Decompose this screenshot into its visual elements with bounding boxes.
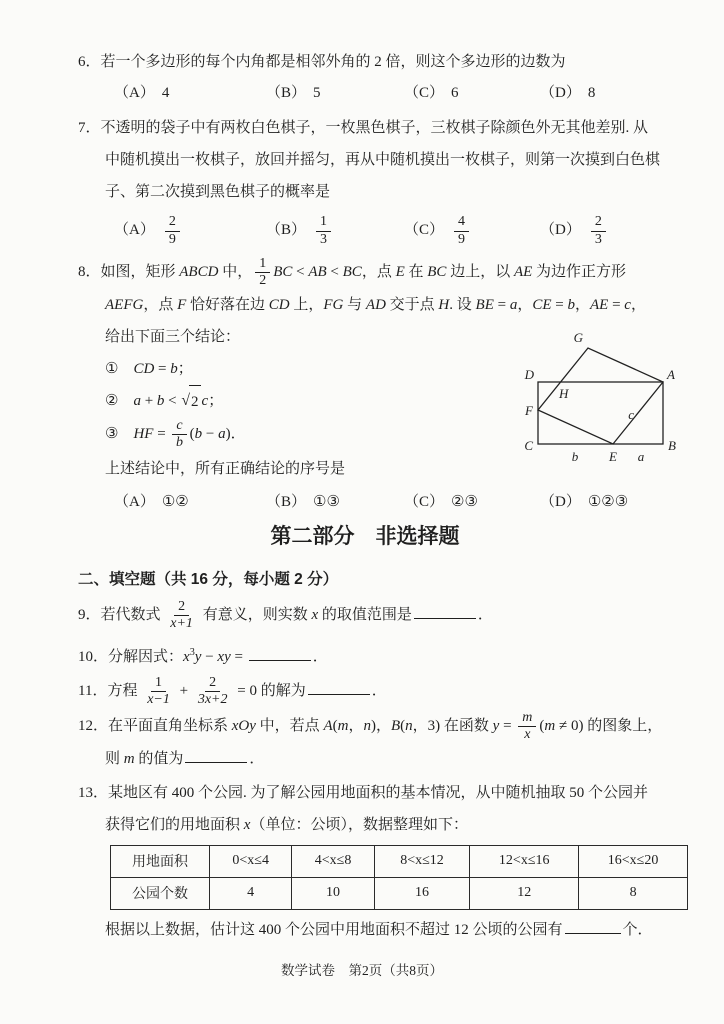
question-11 (78, 675, 690, 708)
question-7-text-line2: 中随机摸出一枚棋子，放回并摇匀，再从中随机摸出一枚棋子，则第一次摸到白色棋 (105, 152, 661, 168)
table-header-row (111, 845, 688, 877)
question-6-option-c: （C） 6 (404, 85, 459, 101)
figure-label-a-vertex: A (667, 367, 675, 382)
table-header-cell: 4<x≤8 (292, 845, 374, 877)
figure-label-f: F (525, 403, 533, 418)
question-6 (78, 46, 690, 108)
question-8-text-line2: AEFG，点 F 恰好落在边 CD 上，FG 与 AD 交于点 H. 设 BE = a，CE = b，AE = c， (105, 297, 646, 314)
figure-label-h: H (559, 386, 569, 401)
question-10 (78, 637, 690, 673)
question-10-text: 10．分解因式：$x^3y$ − xy = ． (78, 646, 328, 665)
table-header-cell: 12<x≤16 (470, 845, 579, 877)
question-8-option-d: （D） ①②③ (540, 494, 629, 511)
question-8-options (78, 487, 690, 517)
question-9-text: 9．若代数式 $\frac{2}{x+1}$ 有意义，则实数 x 的取值范围是 ． (78, 599, 493, 632)
question-8-conclusion-1: ① CD = b； (105, 361, 193, 378)
question-9 (78, 599, 690, 632)
figure-label-d: D (524, 367, 534, 382)
question-8-conclusion-2: ② a + b < √ 2 c； (78, 385, 690, 418)
table-header-cell: 8<x≤12 (374, 845, 470, 877)
question-7-options (78, 208, 690, 254)
table-data-cell: 公园个数 (111, 877, 210, 909)
figure-label-c-vertex: C (524, 438, 533, 453)
table-header-cell: 16<x≤20 (579, 845, 688, 877)
question-12 (78, 710, 690, 775)
question-11-text: 11．方程 $\frac{1}{x-1}$ + $\frac{2}{3x+2}$ = 0 的解为 ． (78, 674, 387, 707)
figure-label-g: G (573, 330, 583, 345)
question-7 (78, 112, 690, 254)
question-8-option-b: （B） ①③ (266, 494, 340, 511)
question-8-option-c: （C） ②③ (404, 494, 478, 511)
figure-label-a-side: a (637, 449, 645, 464)
question-7-option-a: （A） $\frac{2}{9}$ (114, 214, 266, 247)
question-12-text-line2: 则 m 的值为 ． (78, 743, 690, 775)
question-8-text-line3: 给出下面三个结论： (105, 329, 241, 346)
table-data-cell: 12 (470, 877, 579, 909)
fill-in-section-heading: 二、填空题（共 16 分，每小题 2 分） (78, 571, 339, 589)
table-header-cell: 用地面积 (111, 845, 210, 877)
rectangle-abcd (538, 382, 663, 444)
figure-label-b-vertex: B (668, 438, 676, 453)
question-13-text-line3: 根据以上数据，估计这 400 个公园中用地面积不超过 12 公顷的公园有 个． (78, 914, 690, 946)
question-8-geometry-figure (503, 322, 693, 470)
table-data-cell: 8 (579, 877, 688, 909)
question-6-text: 6．若一个多边形的每个内角都是相邻外角的 2 倍，则这个多边形的边数为 (78, 54, 566, 70)
figure-label-b-side: b (571, 449, 579, 464)
question-8-option-a: （A） ①② (114, 494, 189, 511)
question-6-option-b: （B） 5 (266, 85, 321, 101)
question-8-conclusion-3: ③ HF = $\frac{c}{b}$ (b − a)． (105, 418, 246, 451)
question-7-text-line1: 7．不透明的袋子中有两枚白色棋子，一枚黑色棋子，三枚棋子除颜色外无其他差别. 从 (78, 120, 649, 136)
question-6-option-a: （A） 4 (114, 85, 170, 101)
table-header-cell: 0<x≤4 (210, 845, 292, 877)
table-data-row (111, 877, 688, 909)
question-6-options (78, 78, 690, 108)
question-7-option-b: （B） $\frac{1}{3}$ (266, 214, 404, 247)
page-footer: 数学试卷 第2页（共8页） (281, 962, 443, 978)
question-7-option-c: （C） $\frac{4}{9}$ (404, 214, 540, 247)
question-13 (78, 777, 690, 946)
question-7-option-d: （D） $\frac{2}{3}$ (540, 214, 690, 247)
figure-label-c-side: c (628, 407, 634, 422)
square-aefg (538, 348, 663, 444)
figure-label-e: E (609, 449, 617, 464)
question-8-conclusion-prompt: 上述结论中，所有正确结论的序号是 (105, 461, 346, 478)
section-2-heading: 第二部分 非选择题 (270, 525, 460, 549)
question-6-option-d: （D） 8 (540, 85, 596, 101)
question-7-text-line3: 子、第二次摸到黑色棋子的概率是 (105, 184, 331, 200)
table-data-cell: 10 (292, 877, 374, 909)
question-12-text-line1: 12．在平面直角坐标系 xOy 中，若点 A(m，n)，B(n，3) 在函数 y = $\frac{m}{x}$ (m ≠ 0) 的图象上， (78, 709, 663, 742)
land-area-frequency-table (110, 845, 688, 910)
table-data-cell: 4 (210, 877, 292, 909)
question-13-text-line1: 13．某地区有 400 个公园. 为了解公园用地面积的基本情况，从中随机抽取 50 个公园并 (78, 784, 649, 801)
question-13-text-line2: 获得它们的用地面积 x（单位：公顷），数据整理如下： (105, 816, 468, 833)
question-8-text-line1: 8．如图，矩形 ABCD 中， $\frac{1}{2}$ BC < AB < BC，点 E 在 BC 边上，以 AE 为边作正方形 (78, 256, 627, 289)
question-8 (78, 256, 690, 517)
table-data-cell: 16 (374, 877, 470, 909)
